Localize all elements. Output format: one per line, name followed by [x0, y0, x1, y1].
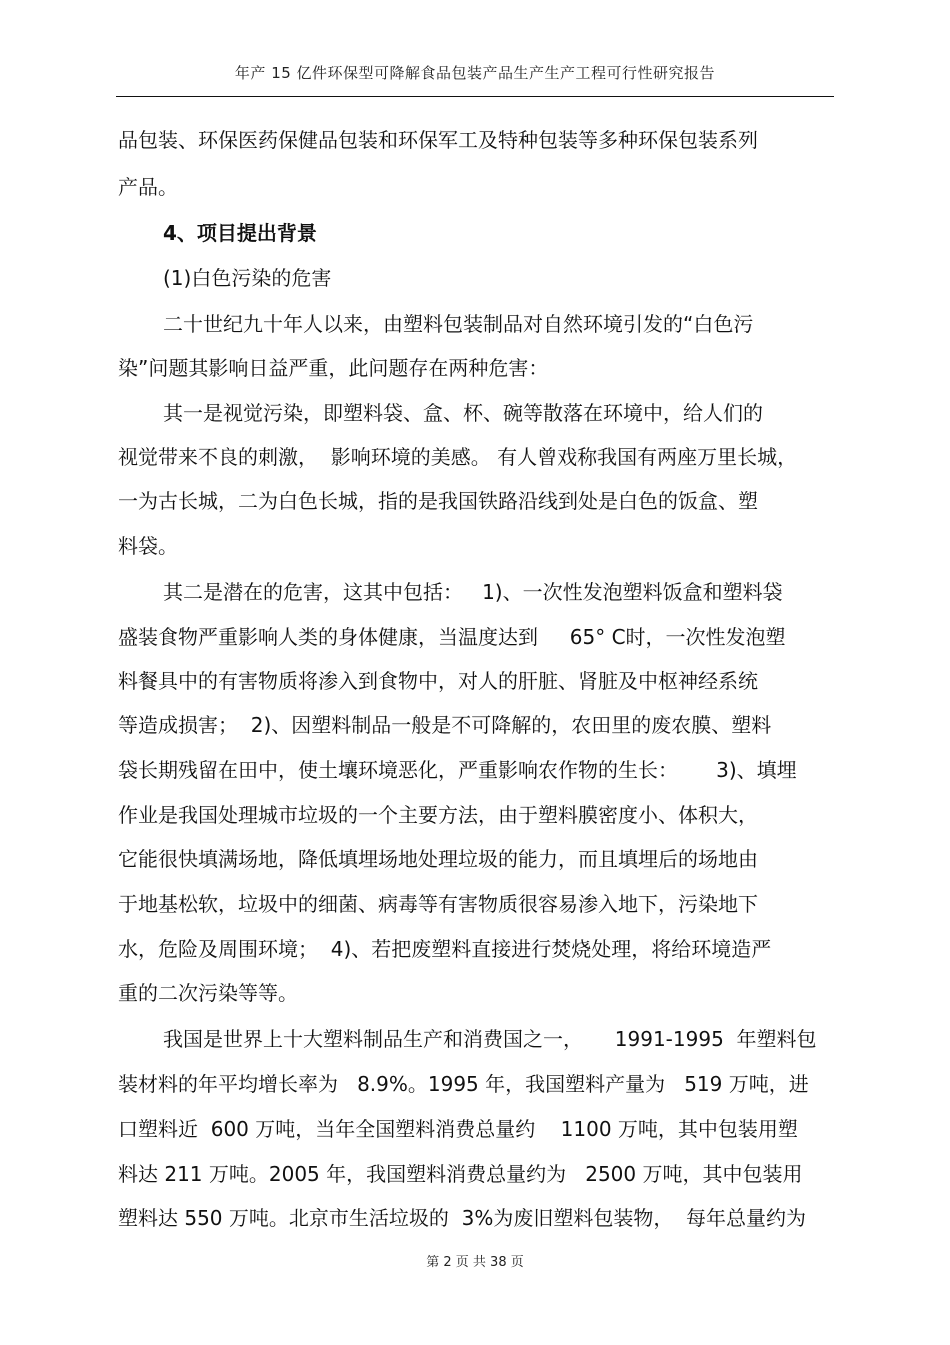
paragraph-line: 塑料达 550 万吨。北京市生活垃圾的 3%为废旧塑料包装物， 每年总量约为 — [118, 1206, 807, 1230]
paragraph-line: 作业是我国处理城市垃圾的一个主要方法，由于塑料膜密度小、体积大， — [118, 803, 758, 827]
paragraph-line: 装材料的年平均增长率为 8.9%。1995 年，我国塑料产量为 519 万吨，进 — [118, 1072, 809, 1096]
paragraph-line: 盛装食物严重影响人类的身体健康，当温度达到 65° C时，一次性发泡塑 — [118, 625, 786, 649]
paragraph-line: 其二是潜在的危害，这其中包括： 1)、一次性发泡塑料饭盒和塑料袋 — [163, 580, 783, 604]
section-heading: 4、项目提出背景 — [163, 221, 317, 245]
paragraph-line: 品包装、环保医药保健品包装和环保军工及特种包装等多种环保包装系列 — [118, 128, 758, 152]
paragraph-line: 二十世纪九十年人以来，由塑料包装制品对自然环境引发的“白色污 — [163, 312, 754, 336]
paragraph-line: 重的二次污染等等。 — [118, 981, 298, 1005]
paragraph-line: 水，危险及周围环境； 4)、若把废塑料直接进行焚烧处理，将给环境造严 — [118, 937, 772, 961]
paragraph-line: 等造成损害； 2)、因塑料制品一般是不可降解的，农田里的废农膜、塑料 — [118, 713, 772, 737]
paragraph-line: 于地基松软，垃圾中的细菌、病毒等有害物质很容易渗入地下，污染地下 — [118, 892, 758, 916]
paragraph-line: 料餐具中的有害物质将渗入到食物中，对人的肝脏、肾脏及中枢神经系统 — [118, 669, 758, 693]
page-number: 第 2 页 共 38 页 — [426, 1255, 524, 1270]
paragraph-line: 我国是世界上十大塑料制品生产和消费国之一， 1991-1995 年塑料包 — [163, 1027, 817, 1051]
paragraph-line: 料达 211 万吨。2005 年，我国塑料消费总量约为 2500 万吨，其中包装用 — [118, 1162, 803, 1186]
paragraph-line: 视觉带来不良的刺激， 影响环境的美感。 有人曾戏称我国有两座万里长城， — [118, 445, 798, 469]
paragraph-line: 染”问题其影响日益严重，此问题存在两种危害： — [118, 356, 549, 380]
paragraph-line: 其一是视觉污染，即塑料袋、盒、杯、碗等散落在环境中，给人们的 — [163, 401, 763, 425]
paragraph-line: 袋长期残留在田中，使土壤环境恶化，严重影响农作物的生长： 3)、填埋 — [118, 758, 797, 782]
paragraph-line: 一为古长城，二为白色长城，指的是我国铁路沿线到处是白色的饭盒、塑 — [118, 489, 758, 513]
paragraph-line: 口塑料近 600 万吨，当年全国塑料消费总量约 1100 万吨，其中包装用塑 — [118, 1117, 798, 1141]
subsection-heading: (1)白色污染的危害 — [163, 266, 332, 290]
paragraph-line: 它能很快填满场地，降低填埋场地处理垃圾的能力，而且填埋后的场地由 — [118, 847, 758, 871]
header-divider — [116, 96, 834, 97]
page-header: 年产 15 亿件环保型可降解食品包装产品生产生产工程可行性研究报告 — [234, 64, 716, 82]
paragraph-line: 料袋。 — [118, 534, 178, 558]
paragraph-line: 产品。 — [118, 175, 178, 199]
